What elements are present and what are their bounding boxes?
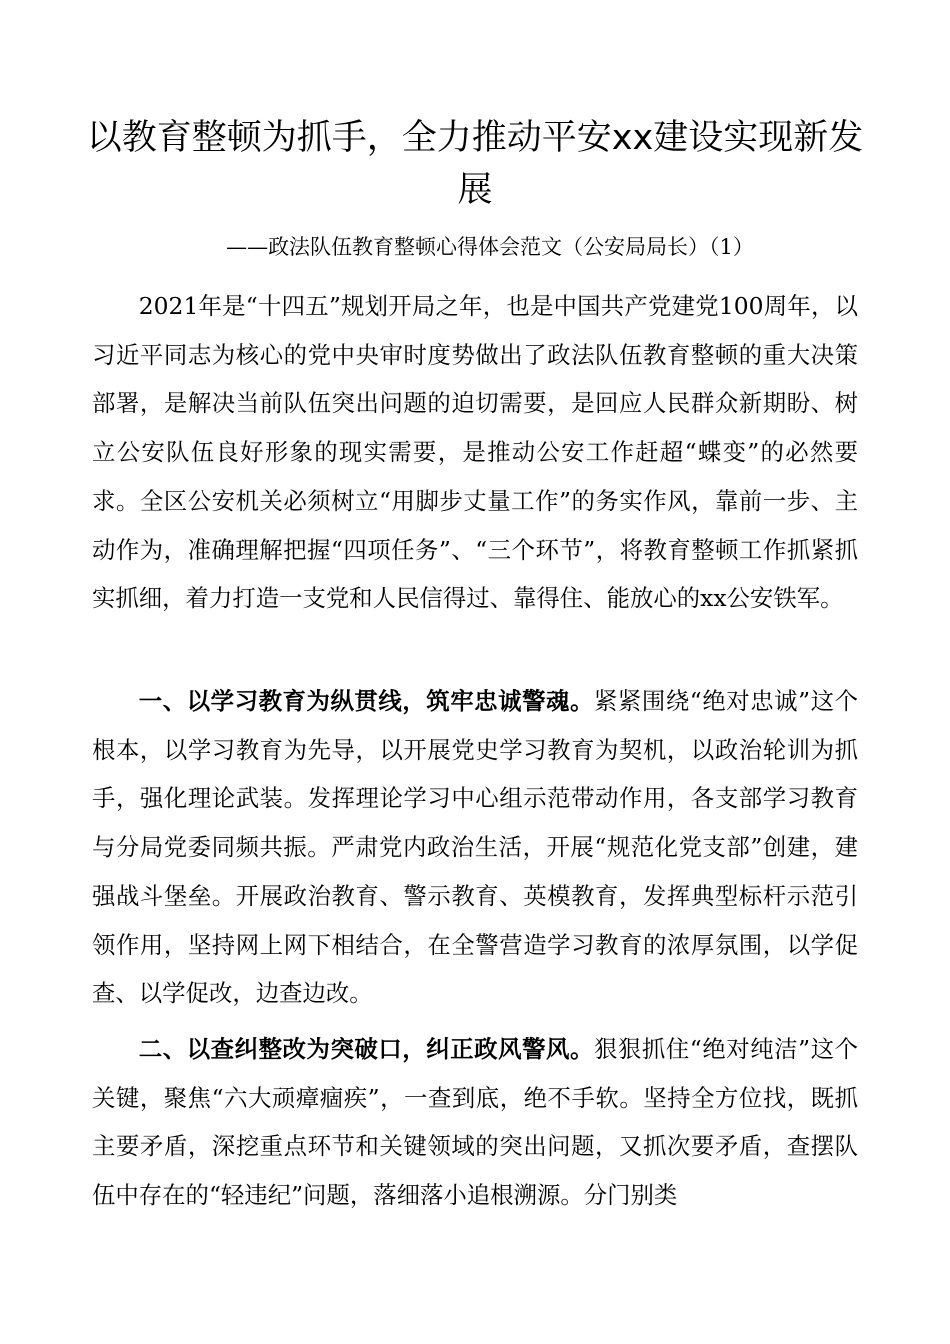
- paragraph-section-2: [92, 1025, 858, 1220]
- document-subtitle: ——政法队伍教育整顿心得体会范文（公安局局长）（1）: [226, 235, 754, 259]
- paragraph-text: 紧紧围绕“绝对忠诚”这个根本，以学习教育为先导，以开展党史学习教育为契机，以政治轮训为抓手，强化理论武装。发挥理论学习中心组示范带动作用，各支部学习教育与分局党委同频共振。严肃党内政治生活，开展“规范化党支部”创建，建强战斗堡垒。开展政治教育、警示教育、英模教育，发挥典型标杆示范引领作用，坚持网上网下相结合，在全警营造学习教育的浓厚氛围，以学促查、以学促改，边查边改。: [92, 687, 859, 1008]
- paragraph-intro: [92, 282, 858, 623]
- section-heading: 二、以查纠整改为突破口，纠正政风警风。: [138, 1035, 594, 1063]
- paragraph-section-1: [92, 677, 858, 1018]
- paragraph-text: 2021年是“十四五”规划开局之年，也是中国共产党建党100周年，以习近平同志为核心的党中央审时度势做出了政法队伍教育整顿的重大决策部署，是解决当前队伍突出问题的迫切需要，是回应人民群众新期盼、树立公安队伍良好形象的现实需要，是推动公安工作赶超“蝶变”的必然要求。全区公安机关必须树立“用脚步丈量工作”的务实作风，靠前一步、主动作为，准确理解把握“四项任务”、“三个环节”，将教育整顿工作抓紧抓实抓细，着力打造一支党和人民信得过、靠得住、能放心的xx公安铁军。: [92, 292, 858, 613]
- paragraph-text: 狠狠抓住“绝对纯洁”这个关键，聚焦“六大顽瘴痼疾”，一查到底，绝不手软。坚持全方位找，既抓主要矛盾，深挖重点环节和关键领域的突出问题，又抓次要矛盾，查摆队伍中存在的“轻违纪”问题，落细落小追根溯源。分门别类: [92, 1035, 859, 1210]
- document-title: 以教育整顿为抓手，全力推动平安xx建设实现新发展: [86, 118, 864, 210]
- section-heading: 一、以学习教育为纵贯线，筑牢忠诚警魂。: [138, 687, 594, 715]
